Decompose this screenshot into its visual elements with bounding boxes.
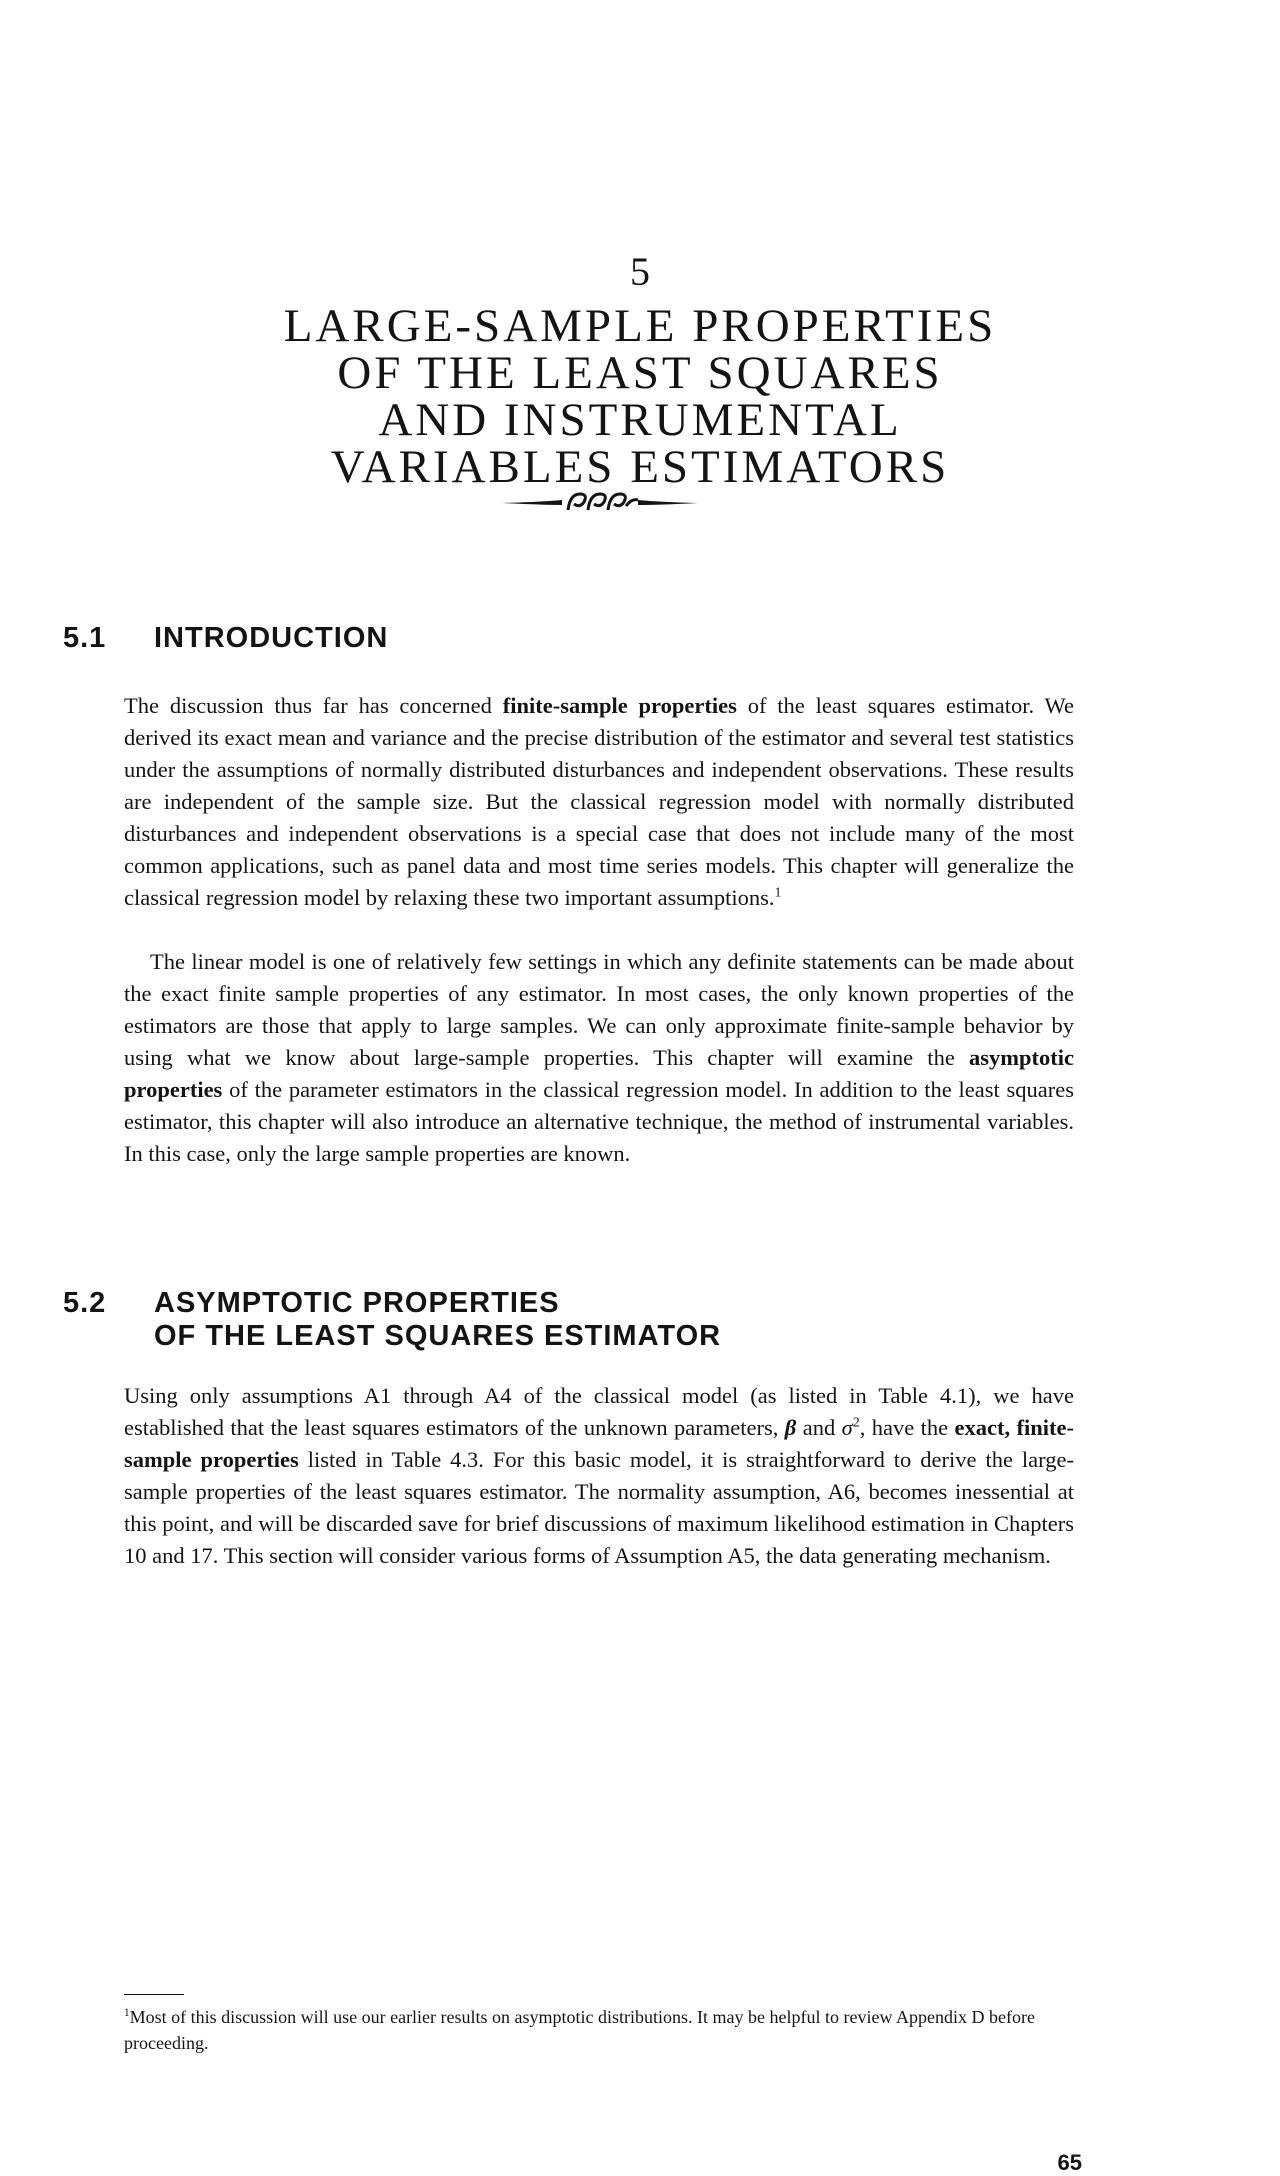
text-run: Using only assumptions A1 through A4 of the classical model (as listed in Table 4.1), we have established that the least squares estimators of the unknown parameters, [124,1383,1074,1440]
chapter-title-line: OF THE LEAST SQUARES [337,347,943,399]
text-run: listed in Table 4.3. For this basic model, it is straightforward to derive the large-sample properties of the least squares estimator. The normality assumption, A6, becomes inessential at this point, and will be discarded save for brief discussions of maximum likelihood estimation in Chapters 10 and 17. This section will consider various forms of Assumption A5, the data generating mechanism. [124,1447,1074,1568]
footnote [124,2004,1074,2056]
section-title-line: ASYMPTOTIC PROPERTIES [154,1287,560,1319]
section-title: INTRODUCTION [154,622,389,654]
bold-term: β [784,1415,797,1440]
footnote-marker: 1 [124,2007,130,2019]
footnote-ref: 2 [852,1415,860,1431]
bold-term: finite-sample properties [502,693,737,718]
footnote-ref: 1 [774,885,782,901]
text-run: and [796,1415,842,1440]
bold-term: asymptotic properties [124,1045,1074,1102]
chapter-title-line: VARIABLES ESTIMATORS [330,441,950,493]
bold-term: exact, finite-sample properties [124,1415,1074,1472]
paragraph [124,690,1074,914]
chapter-title-line: AND INSTRUMENTAL [378,394,902,446]
section-title-line: OF THE LEAST SQUARES ESTIMATOR [154,1320,722,1352]
footnote-rule [124,1994,184,1995]
section-number: 5.2 [63,1287,107,1319]
chapter-title-line: LARGE-SAMPLE PROPERTIES [283,300,997,352]
paragraph [124,1380,1074,1572]
footnote-text: Most of this discussion will use our earlier results on asymptotic distributions. It may be helpful to review Appendix D before proceeding. [124,2007,1035,2053]
chapter-title [0,300,1280,493]
text-run: of the least squares estimator. We derived its exact mean and variance and the precise distribution of the estimator and several test statistics under the assumptions of normally distributed disturbances and independent observations. These results are independent of the sample size. But the classical regression model with normally distributed disturbances and independent observations is a special case that does not include many of the most common applications, such as panel data and most time series models. This chapter will generalize the classical regression model by relaxing these two important assumptions. [124,693,1074,910]
text-run: of the parameter estimators in the classical regression model. In addition to the least squares estimator, this chapter will also introduce an alternative technique, the method of instrumental variables. In this case, only the large sample properties are known. [124,1077,1074,1166]
ornament-divider-icon [500,484,700,518]
text-run: The linear model is one of relatively few settings in which any definite statements can be made about the exact finite sample properties of any estimator. In most cases, the only known properties of the estimators are those that apply to large samples. We can only approximate finite-sample behavior by using what we know about large-sample properties. This chapter will examine the [124,949,1074,1070]
text-run: The discussion thus far has concerned [124,693,503,718]
section-number: 5.1 [63,622,107,654]
text-run: σ [841,1415,853,1440]
paragraph [124,946,1074,1170]
chapter-number: 5 [630,249,650,294]
page-number: 65 [1057,2150,1082,2175]
text-run: , have the [859,1415,955,1440]
